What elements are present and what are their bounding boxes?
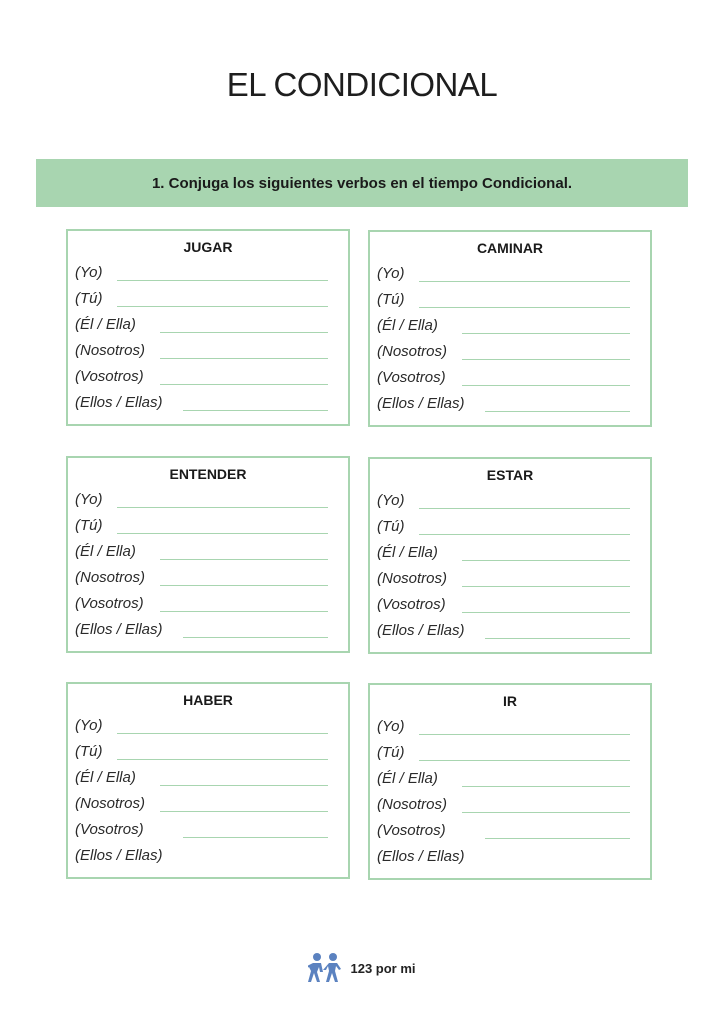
pronoun-label: (Nosotros)	[75, 795, 146, 812]
answer-line[interactable]	[462, 359, 630, 360]
conjugation-row	[75, 368, 328, 388]
conjugation-row	[75, 717, 328, 737]
pronoun-label: (Nosotros)	[377, 570, 448, 587]
conjugation-row	[377, 265, 630, 285]
answer-line[interactable]	[485, 638, 630, 639]
answer-line[interactable]	[160, 811, 328, 812]
verb-title: HABER	[183, 692, 233, 708]
conjugation-row	[75, 743, 328, 763]
pronoun-label: (Yo)	[75, 717, 103, 734]
conjugation-row	[377, 718, 630, 738]
conjugation-row	[377, 343, 630, 363]
pronoun-label: (Ellos / Ellas)	[377, 622, 465, 639]
footer	[0, 952, 724, 984]
pronoun-label: (Ellos / Ellas)	[75, 847, 163, 864]
pronoun-label: (Vosotros)	[75, 821, 144, 838]
pronoun-label: (Nosotros)	[75, 342, 146, 359]
conjugation-row	[75, 394, 328, 414]
pronoun-label: (Yo)	[75, 491, 103, 508]
pronoun-label: (Él / Ella)	[75, 316, 136, 333]
answer-line[interactable]	[419, 508, 630, 509]
pronoun-label: (Él / Ella)	[377, 317, 438, 334]
conjugation-row	[377, 570, 630, 590]
pronoun-label: (Tú)	[377, 518, 405, 535]
answer-line[interactable]	[462, 612, 630, 613]
answer-line[interactable]	[419, 534, 630, 535]
pronoun-label: (Tú)	[377, 744, 405, 761]
pronoun-label: (Él / Ella)	[377, 544, 438, 561]
answer-line[interactable]	[419, 734, 630, 735]
pronoun-label: (Tú)	[75, 290, 103, 307]
conjugation-row	[377, 744, 630, 764]
pronoun-label: (Vosotros)	[75, 368, 144, 385]
conjugation-row	[377, 770, 630, 790]
conjugation-row	[377, 518, 630, 538]
verb-title: ESTAR	[486, 467, 534, 483]
conjugation-row	[75, 769, 328, 789]
answer-line[interactable]	[160, 611, 328, 612]
conjugation-row	[377, 492, 630, 512]
conjugation-row	[75, 821, 328, 841]
conjugation-row	[377, 395, 630, 415]
conjugation-row	[377, 317, 630, 337]
verb-title: JUGAR	[183, 239, 233, 255]
page-title: EL CONDICIONAL	[226, 66, 498, 103]
verb-card-jugar	[66, 229, 350, 426]
pronoun-label: (Vosotros)	[75, 595, 144, 612]
verb-card-ir	[368, 683, 652, 880]
answer-line[interactable]	[183, 637, 328, 638]
answer-line[interactable]	[117, 280, 328, 281]
brand-name: 123 por mi	[350, 960, 416, 976]
verb-card-caminar	[368, 230, 652, 427]
pronoun-label: (Tú)	[377, 291, 405, 308]
verb-card-estar	[368, 457, 652, 654]
pronoun-label: (Ellos / Ellas)	[377, 848, 465, 865]
pronoun-label: (Yo)	[377, 492, 405, 509]
instruction-text: 1. Conjuga los siguientes verbos en el tiempo Condicional.	[151, 174, 573, 192]
pronoun-label: (Tú)	[75, 517, 103, 534]
answer-line[interactable]	[160, 585, 328, 586]
answer-line[interactable]	[462, 333, 630, 334]
pronoun-label: (Yo)	[377, 265, 405, 282]
pronoun-label: (Nosotros)	[377, 343, 448, 360]
conjugation-row	[377, 369, 630, 389]
answer-line[interactable]	[462, 812, 630, 813]
instruction-banner	[36, 159, 688, 207]
answer-line[interactable]	[419, 307, 630, 308]
pronoun-label: (Él / Ella)	[377, 770, 438, 787]
answer-line[interactable]	[462, 586, 630, 587]
conjugation-row	[377, 796, 630, 816]
conjugation-row	[75, 569, 328, 589]
conjugation-row	[75, 543, 328, 563]
conjugation-row	[75, 290, 328, 310]
answer-line[interactable]	[485, 411, 630, 412]
answer-line[interactable]	[160, 358, 328, 359]
verb-title: IR	[503, 693, 517, 709]
answer-line[interactable]	[117, 533, 328, 534]
conjugation-row	[377, 848, 630, 868]
conjugation-row	[75, 621, 328, 641]
answer-line[interactable]	[117, 306, 328, 307]
pronoun-label: (Nosotros)	[75, 569, 146, 586]
pronoun-label: (Yo)	[75, 264, 103, 281]
answer-line[interactable]	[117, 733, 328, 734]
pronoun-label: (Vosotros)	[377, 369, 446, 386]
answer-line[interactable]	[160, 559, 328, 560]
conjugation-row	[75, 847, 328, 867]
answer-line[interactable]	[183, 410, 328, 411]
answer-line[interactable]	[160, 384, 328, 385]
pronoun-label: (Él / Ella)	[75, 543, 136, 560]
conjugation-row	[75, 342, 328, 362]
conjugation-row	[75, 316, 328, 336]
conjugation-row	[377, 596, 630, 616]
pronoun-label: (Él / Ella)	[75, 769, 136, 786]
answer-line[interactable]	[117, 507, 328, 508]
answer-line[interactable]	[462, 786, 630, 787]
answer-line[interactable]	[160, 332, 328, 333]
conjugation-row	[377, 544, 630, 564]
conjugation-row	[377, 622, 630, 642]
pronoun-label: (Vosotros)	[377, 822, 446, 839]
answer-line[interactable]	[485, 838, 630, 839]
pronoun-label: (Ellos / Ellas)	[75, 394, 163, 411]
pronoun-label: (Yo)	[377, 718, 405, 735]
pronoun-label: (Tú)	[75, 743, 103, 760]
answer-line[interactable]	[419, 760, 630, 761]
pronoun-label: (Ellos / Ellas)	[377, 395, 465, 412]
verb-card-haber	[66, 682, 350, 879]
conjugation-row	[75, 491, 328, 511]
answer-line[interactable]	[462, 560, 630, 561]
answer-line[interactable]	[160, 785, 328, 786]
answer-line[interactable]	[462, 385, 630, 386]
answer-line[interactable]	[183, 837, 328, 838]
pronoun-label: (Nosotros)	[377, 796, 448, 813]
pronoun-label: (Ellos / Ellas)	[75, 621, 163, 638]
kids-icon	[308, 952, 342, 984]
verb-title: CAMINAR	[476, 240, 544, 256]
answer-line[interactable]	[419, 281, 630, 282]
conjugation-row	[377, 291, 630, 311]
pronoun-label: (Vosotros)	[377, 596, 446, 613]
conjugation-row	[75, 517, 328, 537]
conjugation-row	[75, 264, 328, 284]
verb-card-entender	[66, 456, 350, 653]
answer-line[interactable]	[117, 759, 328, 760]
conjugation-row	[377, 822, 630, 842]
conjugation-row	[75, 795, 328, 815]
conjugation-row	[75, 595, 328, 615]
verb-title: ENTENDER	[169, 466, 247, 482]
